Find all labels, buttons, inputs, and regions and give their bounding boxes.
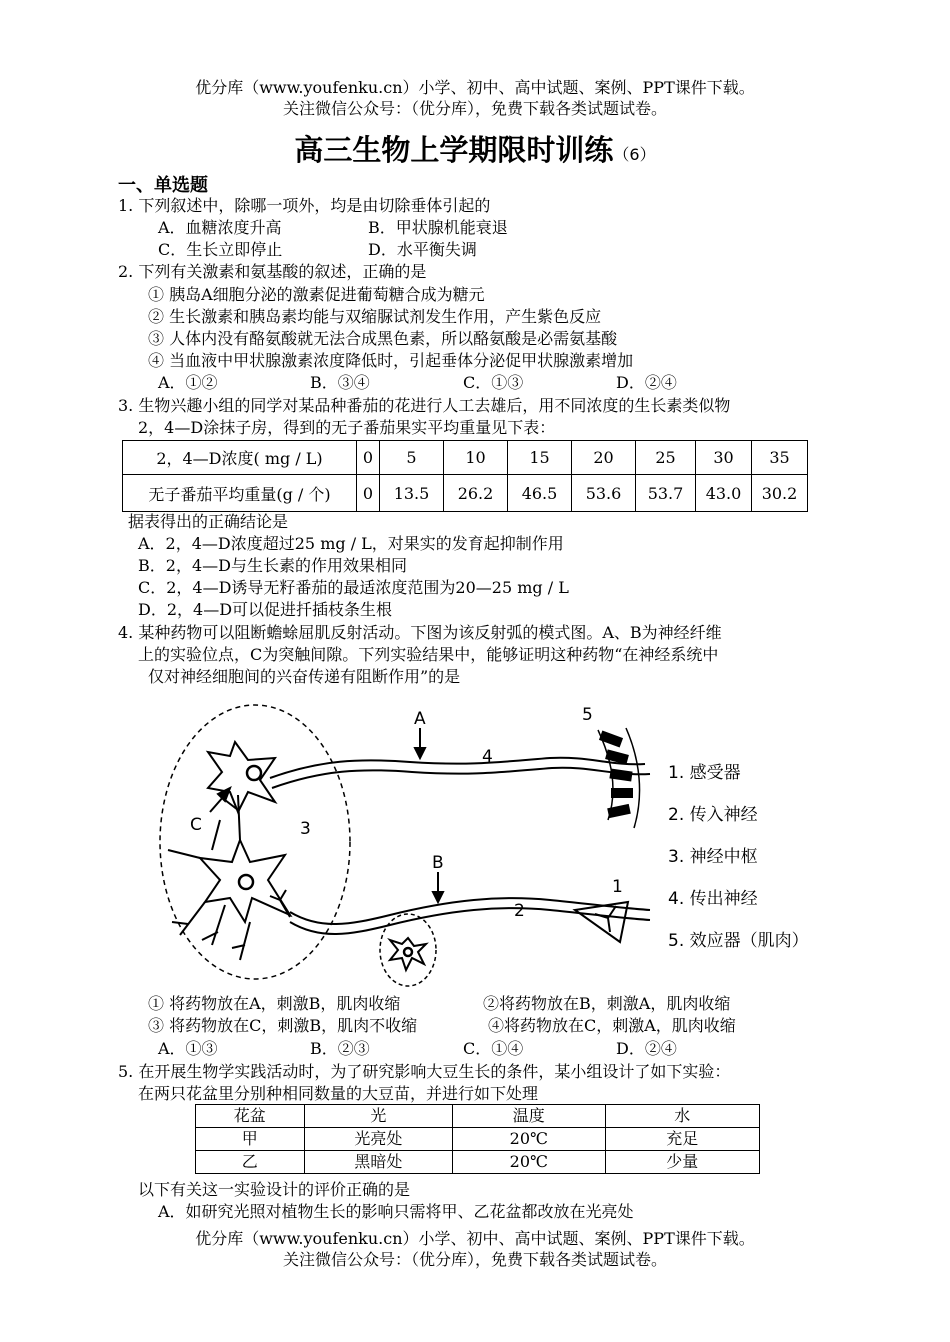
- table-row: [123, 441, 808, 475]
- interneuron-dendrite: [168, 795, 250, 960]
- q4-stem-2: 上的实验位点，C为突触间隙。下列实验结果中，能够证明这种药物“在神经系统中: [138, 645, 719, 664]
- table-cell: 5: [380, 441, 444, 475]
- table-cell: 46.5: [508, 475, 572, 512]
- receptor-nerve-ending: [595, 906, 616, 932]
- q2-option-a: A．①②: [158, 373, 218, 392]
- table-cell: 20℃: [453, 1151, 606, 1174]
- q2-statement-4: ④ 当血液中甲状腺激素浓度降低时，引起垂体分泌促甲状腺激素增加: [148, 351, 634, 370]
- legend-item-3: 3. 神经中枢: [668, 847, 758, 867]
- interneuron-nucleus: [239, 875, 253, 889]
- q2-stem: 2. 下列有关激素和氨基酸的叙述，正确的是: [118, 262, 427, 281]
- table-row: [123, 475, 808, 512]
- motor-neuron-nucleus: [247, 766, 261, 780]
- q4-stem-1: 4. 某种药物可以阻断蟾蜍屈肌反射活动。下图为该反射弧的模式图。A、B为神经纤维: [118, 623, 722, 642]
- label-3: 3: [300, 819, 311, 839]
- q1-option-c: C．生长立即停止: [158, 240, 283, 259]
- table-cell: 35: [752, 441, 808, 475]
- table-cell: 10: [444, 441, 508, 475]
- q3-option-b: B．2，4—D与生长素的作用效果相同: [138, 556, 407, 575]
- arrow-b-head: [433, 892, 443, 902]
- section-heading: 一、单选题: [118, 175, 208, 196]
- table-cell: 53.6: [572, 475, 636, 512]
- legend-item-1: 1. 感受器: [668, 763, 741, 783]
- q1-stem: 1. 下列叙述中，除哪一项外，均是由切除垂体引起的: [118, 196, 491, 215]
- q2-statement-2: ② 生长激素和胰岛素均能与双缩脲试剂发生作用，产生紫色反应: [148, 307, 602, 326]
- table-cell: 黑暗处: [304, 1151, 452, 1174]
- label-4: 4: [482, 747, 493, 767]
- table-header: 水: [605, 1105, 759, 1128]
- label-1: 1: [612, 877, 623, 897]
- efferent-fiber: [272, 768, 650, 788]
- interneuron-body: [200, 840, 290, 922]
- muscle-fiber: [599, 731, 623, 748]
- q4-stem-3: 仅对神经细胞间的兴奋传递有阻断作用”的是: [148, 667, 461, 686]
- q4-statement-4: ④将药物放在C，刺激A，肌肉收缩: [488, 1016, 736, 1035]
- table-cell: 光亮处: [304, 1128, 452, 1151]
- q4-statement-1: ① 将药物放在A，刺激B，肌肉收缩: [148, 994, 401, 1013]
- q5-stem-2: 在两只花盆里分别种相同数量的大豆苗，并进行如下处理: [138, 1084, 539, 1103]
- table-cell: 30.2: [752, 475, 808, 512]
- q4-statement-3: ③ 将药物放在C，刺激B，肌肉不收缩: [148, 1016, 418, 1035]
- page-title: [0, 128, 950, 169]
- q4-option-b: B．②③: [310, 1039, 370, 1058]
- table-row: [196, 1151, 760, 1174]
- table-cell: 30: [696, 441, 752, 475]
- table-cell: 20℃: [453, 1128, 606, 1151]
- arrow-a-head: [415, 748, 425, 758]
- legend-item-5: 5. 效应器（肌肉）: [668, 931, 809, 951]
- table-cell: 26.2: [444, 475, 508, 512]
- table-cell: 25: [636, 441, 696, 475]
- q1-option-b: B．甲状腺机能衰退: [368, 218, 508, 237]
- q3-stem-1: 3. 生物兴趣小组的同学对某品种番茄的花进行人工去雄后，用不同浓度的生长素类似物: [118, 396, 731, 415]
- table-cell: 15: [508, 441, 572, 475]
- title-number: （6）: [613, 145, 656, 164]
- reflex-arc-diagram: [150, 700, 850, 1000]
- neural-center-region: [160, 705, 350, 979]
- q2-statement-3: ③ 人体内没有酪氨酸就无法合成黑色素，所以酪氨酸是必需氨基酸: [148, 329, 618, 348]
- q3-lead: 据表得出的正确结论是: [128, 512, 289, 531]
- table-cell: 少量: [605, 1151, 759, 1174]
- table-header: 温度: [453, 1105, 606, 1128]
- table-header-row: [196, 1105, 760, 1128]
- label-5: 5: [582, 705, 593, 725]
- efferent-fiber: [270, 758, 645, 778]
- table-row: [196, 1128, 760, 1151]
- q4-option-c: C．①④: [463, 1039, 524, 1058]
- table-cell: 0: [357, 475, 380, 512]
- q1-option-a: A．血糖浓度升高: [158, 218, 282, 237]
- sensory-neuron-body: [390, 938, 426, 970]
- legend-item-4: 4. 传出神经: [668, 889, 758, 909]
- label-c: C: [190, 815, 202, 835]
- table-cell: 20: [572, 441, 636, 475]
- table-cell: 甲: [196, 1128, 305, 1151]
- table-row-label: 无子番茄平均重量(g / 个): [123, 475, 357, 512]
- q2-option-b: B．③④: [310, 373, 370, 392]
- q5-lead: 以下有关这一实验设计的评价正确的是: [138, 1180, 411, 1199]
- q3-stem-2: 2，4—D涂抹子房，得到的无子番茄果实平均重量见下表：: [138, 418, 556, 437]
- sensory-neuron-nucleus: [404, 948, 412, 956]
- table-header: 光: [304, 1105, 452, 1128]
- header-line-2: 关注微信公众号：（优分库），免费下载各类试题试卷。: [282, 99, 667, 118]
- table-cell: 13.5: [380, 475, 444, 512]
- q4-statement-2: ②将药物放在B，刺激A，肌肉收缩: [483, 994, 731, 1013]
- label-a: A: [414, 709, 426, 729]
- q4-option-d: D．②④: [616, 1039, 677, 1058]
- table-cell: 0: [357, 441, 380, 475]
- footer-line-1: 优分库（www.youfenku.cn）小学、初中、高中试题、案例、PPT课件下载。: [195, 1229, 755, 1248]
- q5-setup-table: [195, 1104, 760, 1174]
- q4-option-a: A．①③: [158, 1039, 218, 1058]
- legend-item-2: 2. 传入神经: [668, 805, 758, 825]
- q2-statement-1: ① 胰岛A细胞分泌的激素促进葡萄糖合成为糖元: [148, 285, 485, 304]
- q3-option-c: C．2，4—D诱导无籽番茄的最适浓度范围为20—25 mg / L: [138, 578, 569, 597]
- q2-option-d: D．②④: [616, 373, 677, 392]
- muscle-fiber: [611, 788, 633, 798]
- q3-data-table: [122, 440, 808, 512]
- label-b: B: [432, 853, 444, 873]
- afferent-fiber-branch: [270, 890, 290, 917]
- title-main: 高三生物上学期限时训练: [294, 133, 614, 167]
- table-row-label: 2，4—D浓度( mg / L): [123, 441, 357, 475]
- table-cell: 乙: [196, 1151, 305, 1174]
- q2-option-c: C．①③: [463, 373, 524, 392]
- table-cell: 43.0: [696, 475, 752, 512]
- afferent-fiber: [290, 908, 650, 934]
- footer-line-2: 关注微信公众号：（优分库），免费下载各类试题试卷。: [282, 1250, 667, 1269]
- table-header: 花盆: [196, 1105, 305, 1128]
- header-line-1: 优分库（www.youfenku.cn）小学、初中、高中试题、案例、PPT课件下载。: [195, 78, 755, 97]
- table-cell: 充足: [605, 1128, 759, 1151]
- q5-stem-1: 5. 在开展生物学实践活动时，为了研究影响大豆生长的条件，某小组设计了如下实验：: [118, 1062, 731, 1081]
- q1-option-d: D．水平衡失调: [368, 240, 477, 259]
- q3-option-d: D．2，4—D可以促进扦插枝条生根: [138, 600, 393, 619]
- q5-option-a: A．如研究光照对植物生长的影响只需将甲、乙花盆都改放在光亮处: [158, 1202, 634, 1221]
- label-2: 2: [514, 901, 525, 921]
- q3-option-a: A．2，4—D浓度超过25 mg / L，对果实的发育起抑制作用: [138, 534, 564, 553]
- table-cell: 53.7: [636, 475, 696, 512]
